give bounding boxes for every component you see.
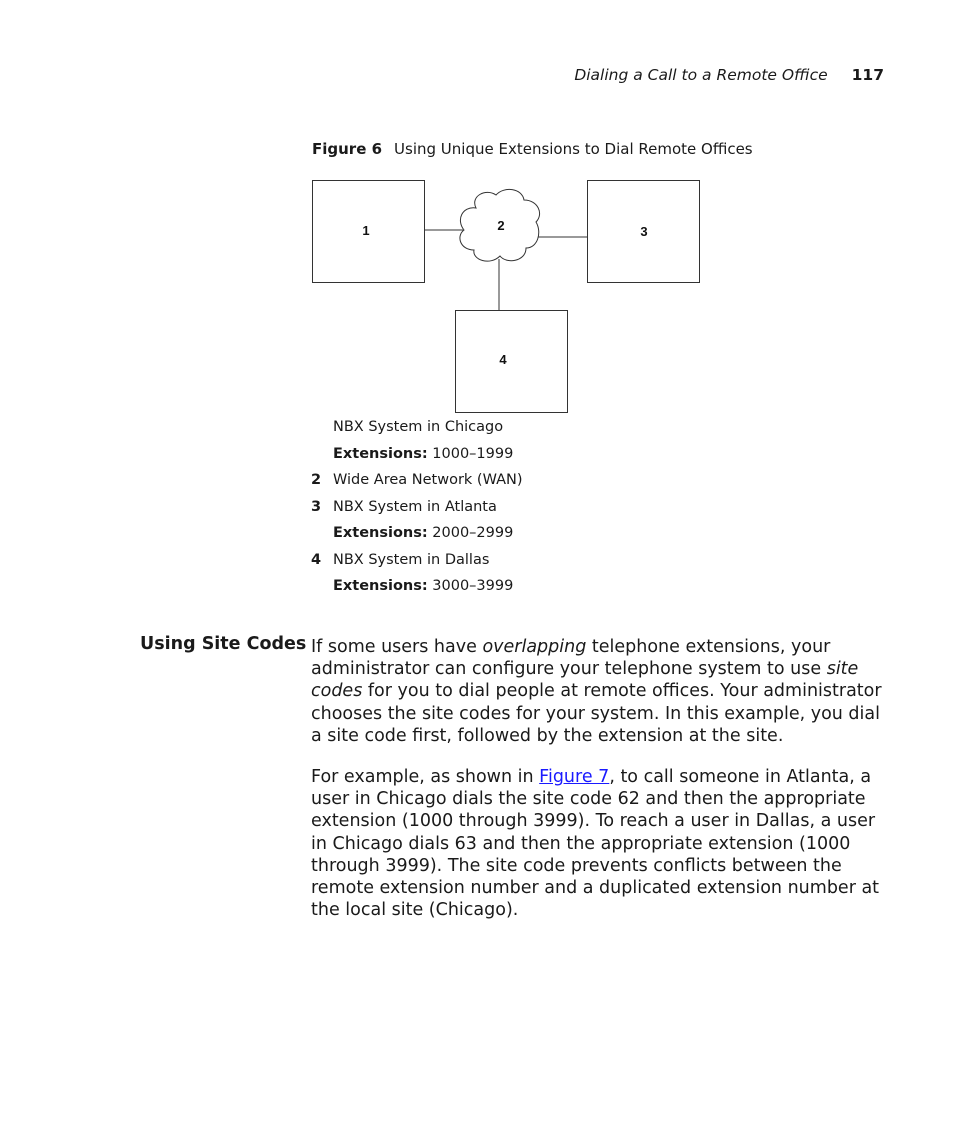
legend-extensions-label: Extensions: — [333, 578, 428, 594]
legend-text: 1000–1999 — [427, 445, 514, 462]
paragraph-1-text: for you to dial people at remote offices. Your administrator chooses the site codes for your system. In this example, you dial a site code first, followed by the extension at the site. — [311, 681, 882, 746]
node-label-2: 2 — [497, 218, 505, 233]
legend-extensions-label: Extensions: — [333, 525, 428, 541]
legend-text: 3000–3999 — [427, 578, 514, 594]
page-number: 117 — [851, 66, 884, 84]
paragraph-1-italic-site-codes: site codes — [311, 659, 859, 702]
running-head-title: Dialing a Call to a Remote Office — [574, 66, 828, 84]
legend-text: NBX System in Dallas — [333, 551, 490, 568]
node-box-4 — [456, 311, 568, 413]
legend-text: Wide Area Network (WAN) — [333, 472, 523, 488]
legend-text: 2000–2999 — [427, 525, 514, 541]
paragraph-2-text: For example, as shown in — [311, 767, 540, 787]
paragraph-2 — [311, 766, 891, 921]
paragraph-1 — [311, 636, 891, 747]
legend-text: NBX System in Chicago — [333, 419, 504, 435]
node-label-4: 4 — [499, 352, 507, 367]
legend-number: 4 — [311, 551, 322, 568]
paragraph-1-text: If some users have — [311, 637, 483, 657]
legend-text: NBX System in Atlanta — [333, 498, 497, 515]
figure-caption-text: Using Unique Extensions to Dial Remote Offices — [394, 140, 753, 158]
paragraph-2-text: , to call someone in Atlanta, a user in Chicago dials the site code 62 and then the appropriate extension (1000 through 3999). To reach a user in Dallas, a user in Chicago dials 63 and then the appropriate extension (1000 through 3999). The site code prevents conflicts between the remote extension number and a duplicated extension number at the local site (Chicago). — [311, 767, 880, 921]
figure-7-link[interactable]: Figure 7 — [539, 767, 610, 787]
node-label-3: 3 — [640, 224, 648, 239]
legend-extensions-label: Extensions: — [333, 445, 428, 462]
running-head — [574, 66, 884, 84]
paragraph-1-text: telephone extensions, your administrator can configure your telephone system to use — [311, 637, 831, 680]
section-heading: Using Site Codes — [140, 634, 307, 654]
legend-number: 2 — [311, 472, 322, 488]
legend-number: 3 — [311, 498, 322, 515]
paragraph-1-italic-overlapping: overlapping — [482, 637, 587, 657]
figure-caption — [312, 140, 753, 158]
node-label-1: 1 — [362, 223, 370, 238]
network-diagram-svg — [300, 170, 720, 420]
figure-label: Figure 6 — [312, 140, 383, 158]
network-diagram — [300, 170, 720, 420]
